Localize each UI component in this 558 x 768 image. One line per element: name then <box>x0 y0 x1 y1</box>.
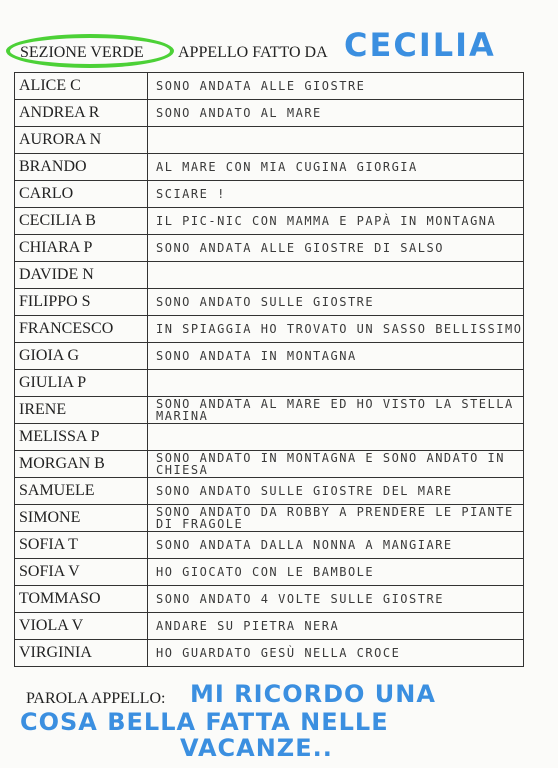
table-row <box>15 208 524 235</box>
student-answer: SONO ANDATA ALLE GIOSTRE DI SALSO <box>148 235 524 262</box>
table-row <box>15 478 524 505</box>
student-answer: ANDARE SU PIETRA NERA <box>148 613 524 640</box>
table-row <box>15 127 524 154</box>
table-row <box>15 532 524 559</box>
table-row <box>15 154 524 181</box>
table-row <box>15 316 524 343</box>
student-answer: SONO ANDATO AL MARE <box>148 100 524 127</box>
student-name: VIOLA V <box>15 613 148 640</box>
student-name: ANDREA R <box>15 100 148 127</box>
prompt-line-3: VACANZE.. <box>180 734 333 762</box>
student-name: SIMONE <box>15 505 148 532</box>
student-answer: AL MARE CON MIA CUGINA GIORGIA <box>148 154 524 181</box>
table-row <box>15 640 524 667</box>
student-answer: SONO ANDATO 4 VOLTE SULLE GIOSTRE <box>148 586 524 613</box>
table-row <box>15 370 524 397</box>
student-name: GIULIA P <box>15 370 148 397</box>
parola-appello-label: PAROLA APPELLO: <box>26 690 166 707</box>
student-answer: HO GIOCATO CON LE BAMBOLE <box>148 559 524 586</box>
table-row <box>15 73 524 100</box>
prompt-line-2: COSA BELLA FATTA NELLE <box>20 708 389 736</box>
roll-call-table <box>14 72 524 667</box>
prompt-line-1: MI RICORDO UNA <box>190 680 436 708</box>
table-row <box>15 613 524 640</box>
table-row <box>15 559 524 586</box>
table-row <box>15 397 524 424</box>
student-answer: SCIARE ! <box>148 181 524 208</box>
section-label: SEZIONE VERDE <box>20 44 144 61</box>
appello-label: APPELLO FATTO DA <box>178 44 328 61</box>
table-row <box>15 181 524 208</box>
table-row <box>15 289 524 316</box>
student-name: TOMMASO <box>15 586 148 613</box>
student-answer: SONO ANDATA DALLA NONNA A MANGIARE <box>148 532 524 559</box>
table-row <box>15 424 524 451</box>
student-name: MELISSA P <box>15 424 148 451</box>
student-name: IRENE <box>15 397 148 424</box>
student-name: CHIARA P <box>15 235 148 262</box>
student-answer <box>148 424 524 451</box>
student-name: SOFIA V <box>15 559 148 586</box>
table-row <box>15 235 524 262</box>
student-name: MORGAN B <box>15 451 148 478</box>
student-answer <box>148 127 524 154</box>
student-name: CARLO <box>15 181 148 208</box>
teacher-name: CECILIA <box>344 26 496 64</box>
student-name: ALICE C <box>15 73 148 100</box>
student-answer: SONO ANDATO DA ROBBY A PRENDERE LE PIANTE DI FRAGOLE <box>148 505 524 532</box>
table-row <box>15 586 524 613</box>
student-name: DAVIDE N <box>15 262 148 289</box>
student-answer: SONO ANDATO SULLE GIOSTRE DEL MARE <box>148 478 524 505</box>
student-answer: HO GUARDATO GESÙ NELLA CROCE <box>148 640 524 667</box>
worksheet-header <box>6 26 546 70</box>
student-answer: SONO ANDATA IN MONTAGNA <box>148 343 524 370</box>
student-name: FRANCESCO <box>15 316 148 343</box>
student-answer: SONO ANDATA AL MARE ED HO VISTO LA STELLA MARINA <box>148 397 524 424</box>
student-answer: SONO ANDATO IN MONTAGNA E SONO ANDATO IN CHIESA <box>148 451 524 478</box>
student-name: SAMUELE <box>15 478 148 505</box>
table-row <box>15 343 524 370</box>
student-name: SOFIA T <box>15 532 148 559</box>
student-answer: SONO ANDATA ALLE GIOSTRE <box>148 73 524 100</box>
table-row <box>15 262 524 289</box>
student-name: BRANDO <box>15 154 148 181</box>
student-name: AURORA N <box>15 127 148 154</box>
student-name: CECILIA B <box>15 208 148 235</box>
table-row <box>15 451 524 478</box>
student-name: FILIPPO S <box>15 289 148 316</box>
table-row <box>15 100 524 127</box>
student-answer: SONO ANDATO SULLE GIOSTRE <box>148 289 524 316</box>
student-answer <box>148 370 524 397</box>
student-answer <box>148 262 524 289</box>
student-name: VIRGINIA <box>15 640 148 667</box>
student-name: GIOIA G <box>15 343 148 370</box>
table-row <box>15 505 524 532</box>
student-answer: IL PIC-NIC CON MAMMA E PAPÀ IN MONTAGNA <box>148 208 524 235</box>
student-answer: IN SPIAGGIA HO TROVATO UN SASSO BELLISSIMO <box>148 316 524 343</box>
